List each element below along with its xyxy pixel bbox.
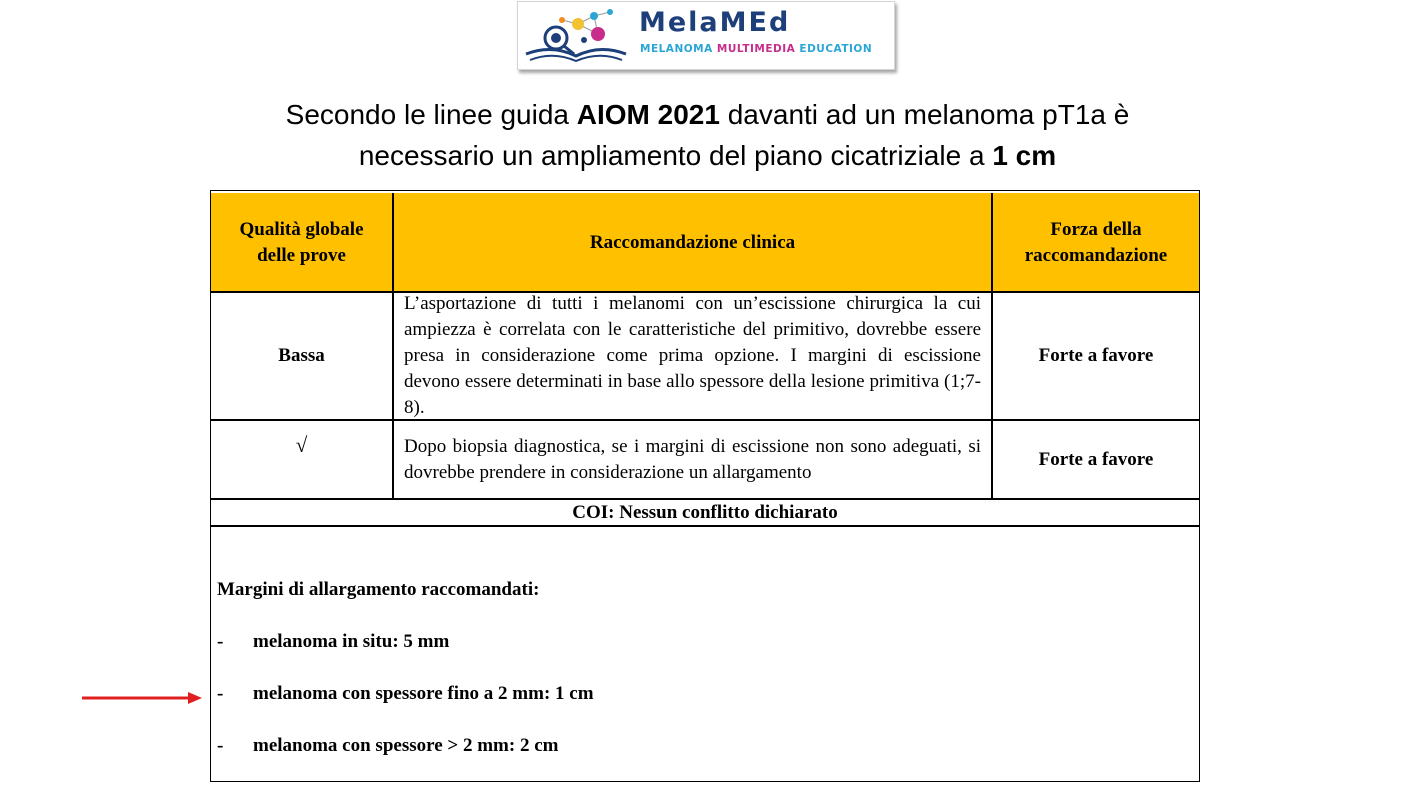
slide-heading (150, 94, 1265, 176)
logo-subtitle (640, 43, 872, 55)
logo-title: MelaMEd (639, 7, 791, 38)
margins-title: Margini di allargamento raccomandati: (217, 579, 540, 600)
logo-subtitle-word: EDUCATION (799, 43, 873, 55)
heading-text: davanti ad un melanoma pT1a è (719, 99, 1130, 130)
heading-line-2 (150, 135, 1265, 176)
logo-graphic-icon (522, 4, 634, 66)
table-row (211, 293, 1199, 419)
recommendation-cell: L’asportazione di tutti i melanomi con un’escissione chirurgica la cui ampiezza è correlata con le caratteristiche del primitivo, dovrebbe essere presa in considerazione come prima opzione. I margini di escissione devono essere determinati in base allo spessore della lesione primitiva (1;7-8). (404, 293, 981, 418)
table-divider (211, 525, 1199, 527)
heading-bold-text: AIOM 2021 (576, 99, 720, 130)
header-quality: Qualità globale delle prove (211, 193, 392, 293)
melamed-logo (517, 1, 895, 70)
logo-subtitle-word: MULTIMEDIA (716, 43, 796, 55)
strength-cell: Forte a favore (1038, 448, 1154, 470)
heading-text: necessario un ampliamento del piano cicatriziale a (358, 140, 993, 171)
list-bullet: - (217, 735, 224, 756)
header-recommendation: Raccomandazione clinica (394, 193, 991, 293)
coi-row (211, 501, 1199, 525)
table-divider (211, 498, 1199, 500)
list-bullet: - (217, 631, 224, 652)
quality-cell: Bassa (278, 345, 325, 366)
logo-subtitle-word: MELANOMA (640, 43, 713, 55)
heading-bold-text: 1 cm (992, 140, 1057, 171)
guideline-table (210, 190, 1200, 782)
table-row (211, 421, 1199, 498)
header-strength: Forza della raccomandazione (993, 193, 1199, 293)
quality-cell: √ (295, 433, 308, 457)
list-item-text: melanoma con spessore fino a 2 mm: 1 cm (253, 683, 594, 704)
heading-text: Secondo le linee guida (285, 99, 577, 130)
table-header-row (211, 193, 1199, 293)
list-item-text: melanoma con spessore > 2 mm: 2 cm (253, 735, 559, 756)
heading-line-1 (150, 94, 1265, 135)
list-item-text: melanoma in situ: 5 mm (253, 631, 450, 652)
recommendation-cell: Dopo biopsia diagnostica, se i margini di escissione non sono adeguati, si dovrebbe prendere in considerazione un allargamento (404, 435, 981, 483)
coi-statement: COI: Nessun conflitto dichiarato (572, 502, 838, 523)
list-bullet: - (217, 683, 224, 704)
strength-cell: Forte a favore (1038, 345, 1154, 366)
red-arrow-icon (80, 688, 204, 708)
